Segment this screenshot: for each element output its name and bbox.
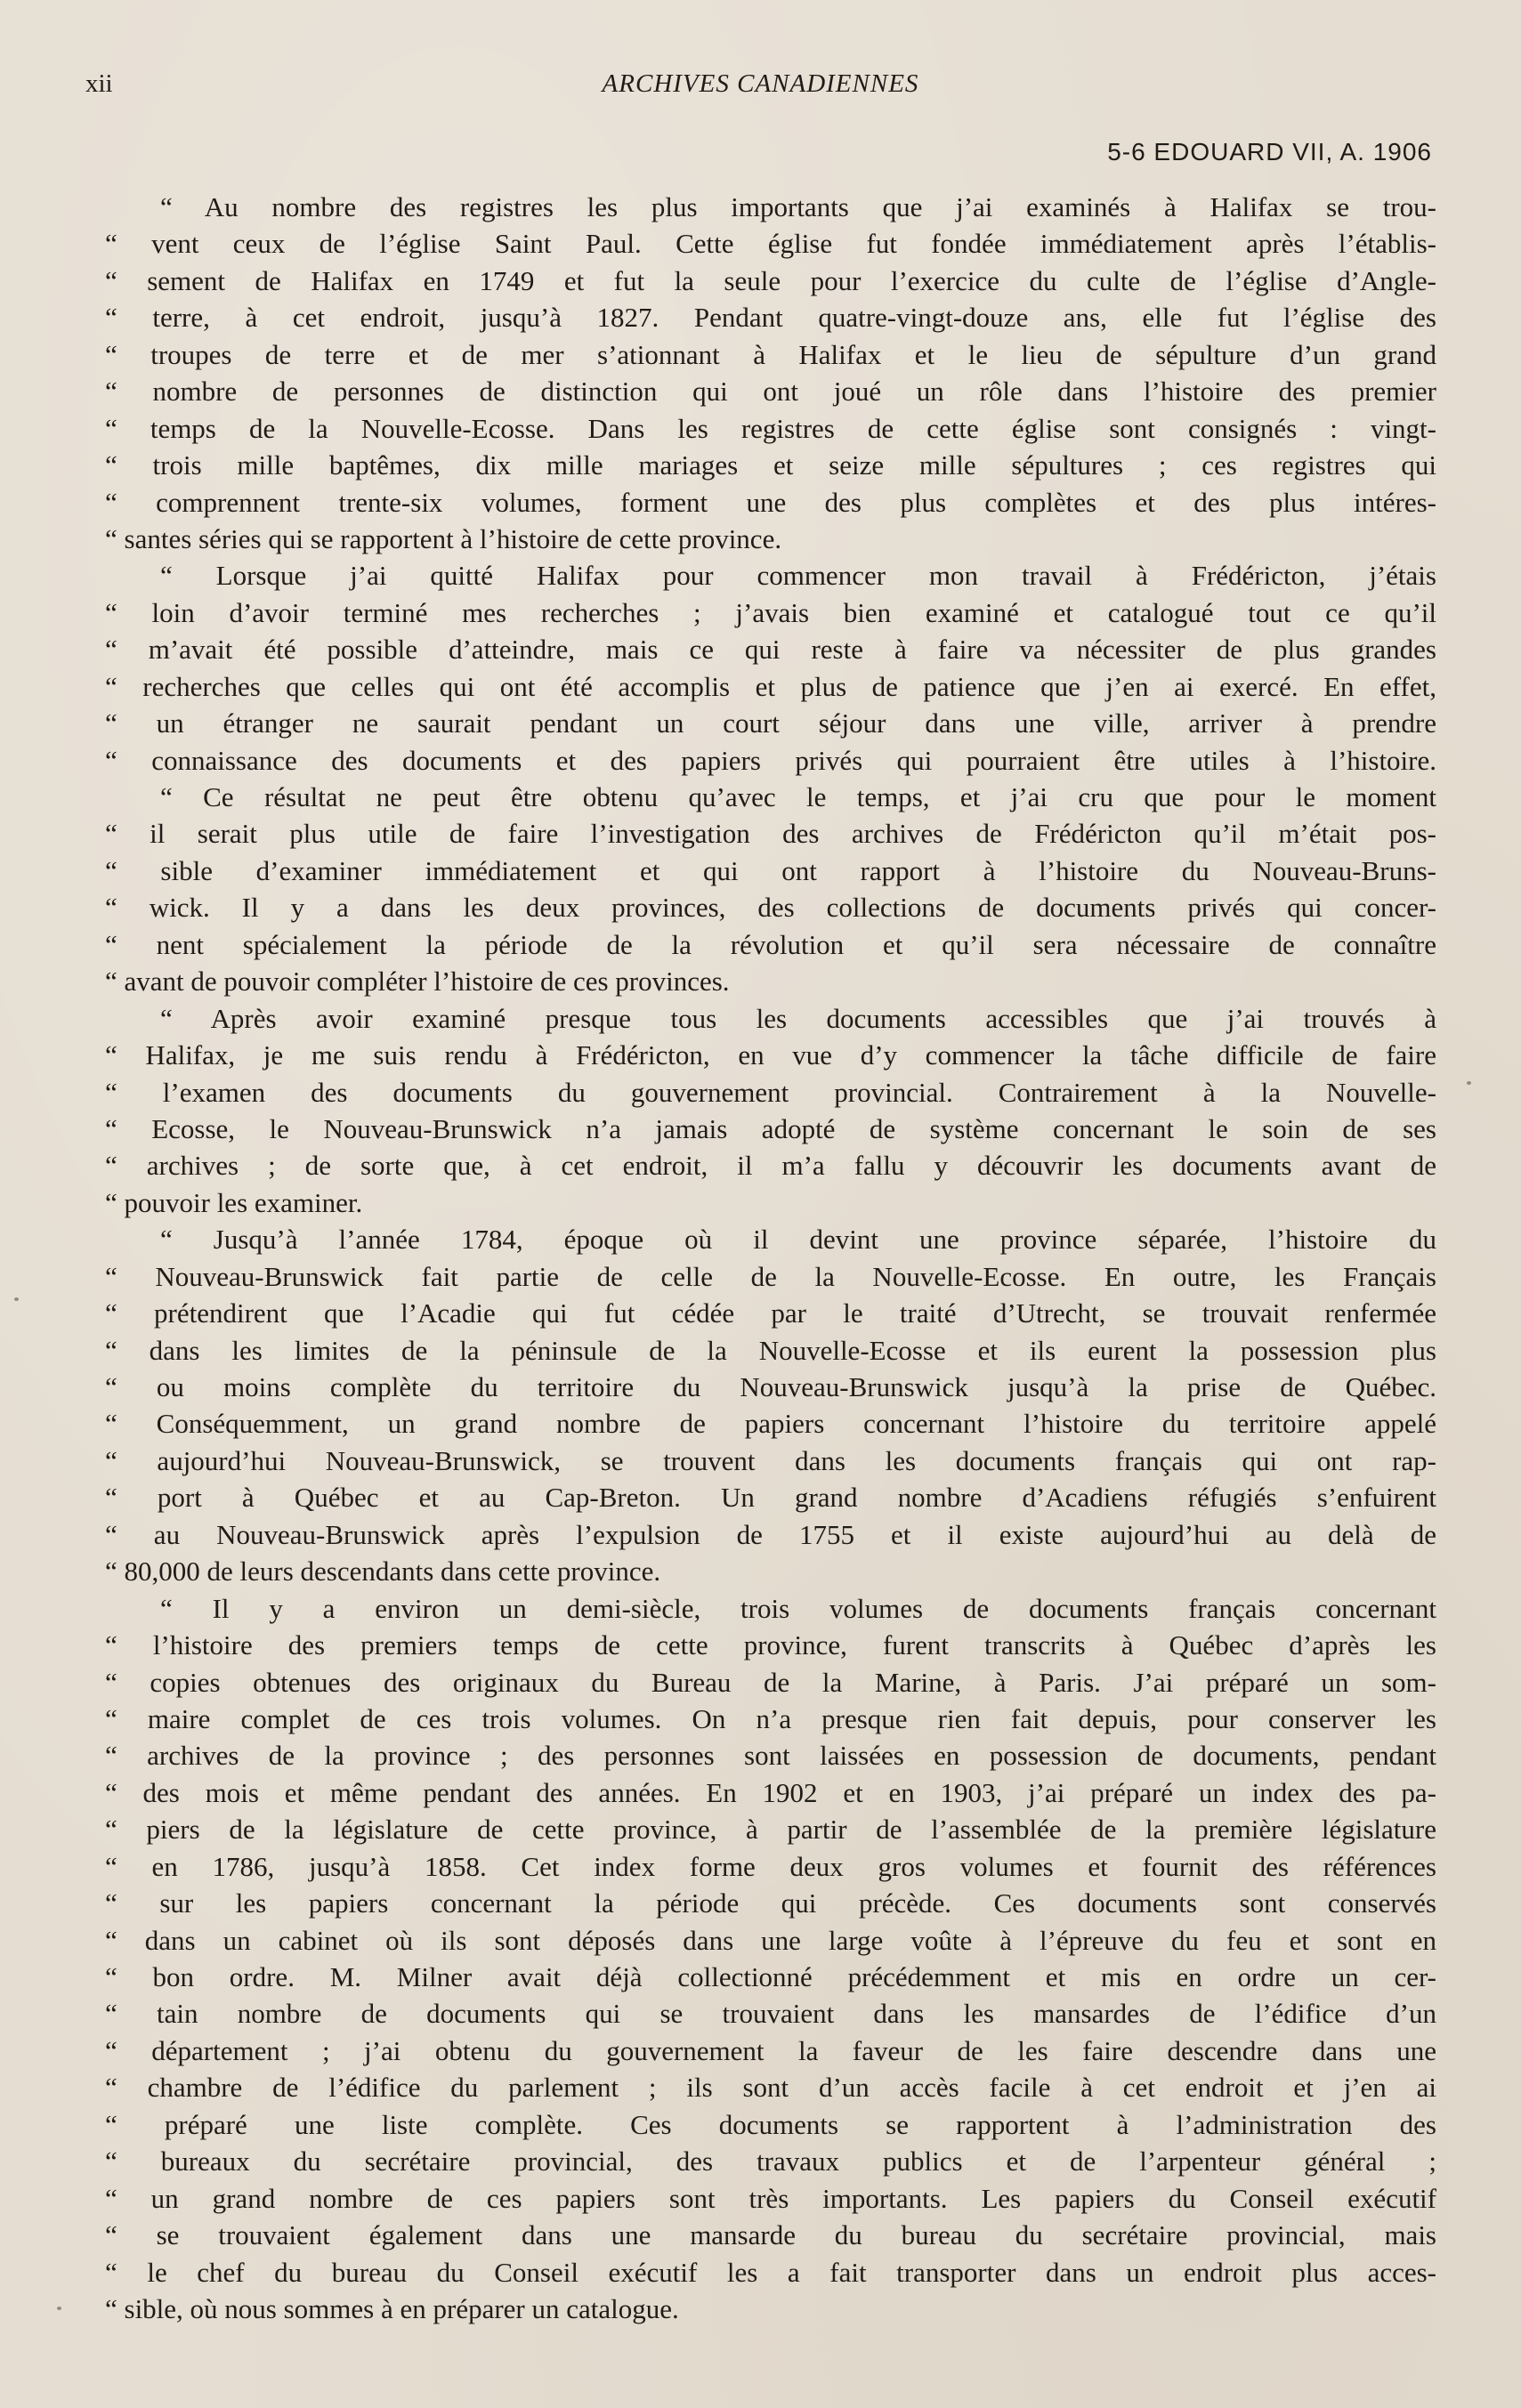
text-line: “ comprennent trente-six volumes, forment une des plus complètes et des plus intéres- (105, 486, 1436, 518)
text-line: “ Il y a environ un demi-siècle, trois volumes de documents français concernant (160, 1592, 1436, 1624)
text-line: “ terre, à cet endroit, jusqu’à 1827. Pendant quatre-vingt-douze ans, elle fut l’église des (105, 302, 1436, 334)
text-line: “ 80,000 de leurs descendants dans cette province. (105, 1556, 661, 1588)
text-line: “ Halifax, je me suis rendu à Frédéricton, en vue d’y commencer la tâche difficile de faire (105, 1039, 1436, 1071)
text-line: “ dans les limites de la péninsule de la Nouvelle-Ecosse et ils eurent la possession plus (105, 1334, 1436, 1366)
paper-speck (57, 2307, 61, 2310)
text-line: “ tain nombre de documents qui se trouvaient dans les mansardes de l’édifice d’un (105, 1998, 1436, 2030)
text-line: “ Jusqu’à l’année 1784, époque où il devint une province séparée, l’histoire du (160, 1224, 1436, 1256)
text-line: “ l’examen des documents du gouvernement provincial. Contrairement à la Nouvelle- (105, 1076, 1436, 1108)
text-line: “ sement de Halifax en 1749 et fut la seule pour l’exercice du culte de l’église d’Angle- (105, 264, 1436, 296)
text-line: “ ou moins complète du territoire du Nouveau-Brunswick jusqu’à la prise de Québec. (105, 1371, 1436, 1402)
text-line: “ temps de la Nouvelle-Ecosse. Dans les registres de cette église sont consignés : vingt- (105, 412, 1436, 444)
text-line: “ sible, où nous sommes à en préparer un catalogue. (105, 2292, 679, 2324)
text-line: “ Après avoir examiné presque tous les documents accessibles que j’ai trouvés à (160, 1002, 1436, 1034)
text-line: “ se trouvaient également dans une mansarde du bureau du secrétaire provincial, mais (105, 2219, 1436, 2251)
text-line: “ avant de pouvoir compléter l’histoire de ces provinces. (105, 966, 730, 998)
text-line: “ Conséquemment, un grand nombre de papiers concernant l’histoire du territoire appelé (105, 1408, 1436, 1440)
text-line: “ Nouveau-Brunswick fait partie de celle de la Nouvelle-Ecosse. En outre, les Français (105, 1260, 1436, 1292)
text-line: “ nombre de personnes de distinction qui ont joué un rôle dans l’histoire des premier (105, 376, 1436, 408)
page-number: xii (85, 69, 113, 98)
text-line: “ au Nouveau-Brunswick après l’expulsion de 1755 et il existe aujourd’hui au delà de (105, 1518, 1436, 1550)
edition-reference: 5-6 EDOUARD VII, A. 1906 (1107, 138, 1432, 166)
text-line: “ loin d’avoir terminé mes recherches ; j’avais bien examiné et catalogué tout ce qu’il (105, 596, 1436, 628)
text-line: “ pouvoir les examiner. (105, 1186, 363, 1218)
text-line: “ Au nombre des registres les plus importants que j’ai examinés à Halifax se trou- (160, 191, 1436, 222)
running-title: ARCHIVES CANADIENNES (602, 69, 919, 98)
text-line: “ Ce résultat ne peut être obtenu qu’avec le temps, et j’ai cru que pour le moment (160, 781, 1436, 812)
text-line: “ santes séries qui se rapportent à l’histoire de cette province. (105, 522, 782, 554)
text-line: “ archives ; de sorte que, à cet endroit, il m’a fallu y découvrir les documents avant de (105, 1150, 1436, 1182)
text-line: “ piers de la législature de cette province, à partir de l’assemblée de la première législature (105, 1814, 1436, 1846)
text-line: “ l’histoire des premiers temps de cette province, furent transcrits à Québec d’après les (105, 1629, 1436, 1661)
text-line: “ il serait plus utile de faire l’investigation des archives de Frédéricton qu’il m’était pos- (105, 818, 1436, 850)
text-line: “ dans un cabinet où ils sont déposés dans une large voûte à l’épreuve du feu et sont en (105, 1924, 1436, 1956)
text-line: “ wick. Il y a dans les deux provinces, des collections de documents privés qui concer- (105, 892, 1436, 924)
text-line: “ sur les papiers concernant la période qui précède. Ces documents sont conservés (105, 1887, 1436, 1919)
text-line: “ connaissance des documents et des papiers privés qui pourraient être utiles à l’histoire. (105, 744, 1436, 776)
text-line: “ aujourd’hui Nouveau-Brunswick, se trouvent dans les documents français qui ont rap- (105, 1444, 1436, 1476)
text-line: “ le chef du bureau du Conseil exécutif les a fait transporter dans un endroit plus acces- (105, 2256, 1436, 2288)
text-line: “ copies obtenues des originaux du Bureau de la Marine, à Paris. J’ai préparé un som- (105, 1666, 1436, 1698)
text-line: “ trois mille baptêmes, dix mille mariages et seize mille sépultures ; ces registres qui (105, 449, 1436, 481)
text-line: “ bon ordre. M. Milner avait déjà collectionné précédemment et mis en ordre un cer- (105, 1961, 1436, 1992)
body-text (105, 189, 1436, 2327)
page-header (85, 69, 1436, 105)
text-line: “ nent spécialement la période de la révolution et qu’il sera nécessaire de connaître (105, 928, 1436, 960)
text-line: “ chambre de l’édifice du parlement ; ils sont d’un accès facile à cet endroit et j’en ai (105, 2072, 1436, 2104)
paper-speck (1467, 1081, 1471, 1085)
text-line: “ recherches que celles qui ont été accomplis et plus de patience que j’en ai exercé. En effet, (105, 670, 1436, 702)
text-line: “ département ; j’ai obtenu du gouvernement la faveur de les faire descendre dans une (105, 2034, 1436, 2066)
text-line: “ Lorsque j’ai quitté Halifax pour commencer mon travail à Frédéricton, j’étais (160, 560, 1436, 592)
text-line: “ m’avait été possible d’atteindre, mais ce qui reste à faire va nécessiter de plus grandes (105, 634, 1436, 666)
text-line: “ bureaux du secrétaire provincial, des travaux publics et de l’arpenteur général ; (105, 2145, 1436, 2178)
text-line: “ maire complet de ces trois volumes. On n’a presque rien fait depuis, pour conserver les (105, 1702, 1436, 1734)
text-line: “ prétendirent que l’Acadie qui fut cédée par le traité d’Utrecht, se trouvait renfermée (105, 1297, 1436, 1329)
text-line: “ un grand nombre de ces papiers sont très importants. Les papiers du Conseil exécutif (105, 2182, 1436, 2214)
text-line: “ Ecosse, le Nouveau-Brunswick n’a jamais adopté de système concernant le soin de ses (105, 1112, 1436, 1144)
text-line: “ port à Québec et au Cap-Breton. Un grand nombre d’Acadiens réfugiés s’enfuirent (105, 1482, 1436, 1514)
text-line: “ un étranger ne saurait pendant un court séjour dans une ville, arriver à prendre (105, 707, 1436, 739)
text-line: “ en 1786, jusqu’à 1858. Cet index forme deux gros volumes et fournit des références (105, 1850, 1436, 1882)
text-line: “ des mois et même pendant des années. En 1902 et en 1903, j’ai préparé un index des pa- (105, 1776, 1436, 1808)
text-line: “ préparé une liste complète. Ces documents se rapportent à l’administration des (105, 2108, 1436, 2140)
text-line: “ troupes de terre et de mer s’ationnant à Halifax et le lieu de sépulture d’un grand (105, 338, 1436, 370)
paper-speck (14, 1297, 19, 1301)
text-line: “ vent ceux de l’église Saint Paul. Cette église fut fondée immédiatement après l’établis- (105, 228, 1436, 260)
text-line: “ sible d’examiner immédiatement et qui ont rapport à l’histoire du Nouveau-Bruns- (105, 854, 1436, 886)
text-line: “ archives de la province ; des personnes sont laissées en possession de documents, pendant (105, 1740, 1436, 1772)
